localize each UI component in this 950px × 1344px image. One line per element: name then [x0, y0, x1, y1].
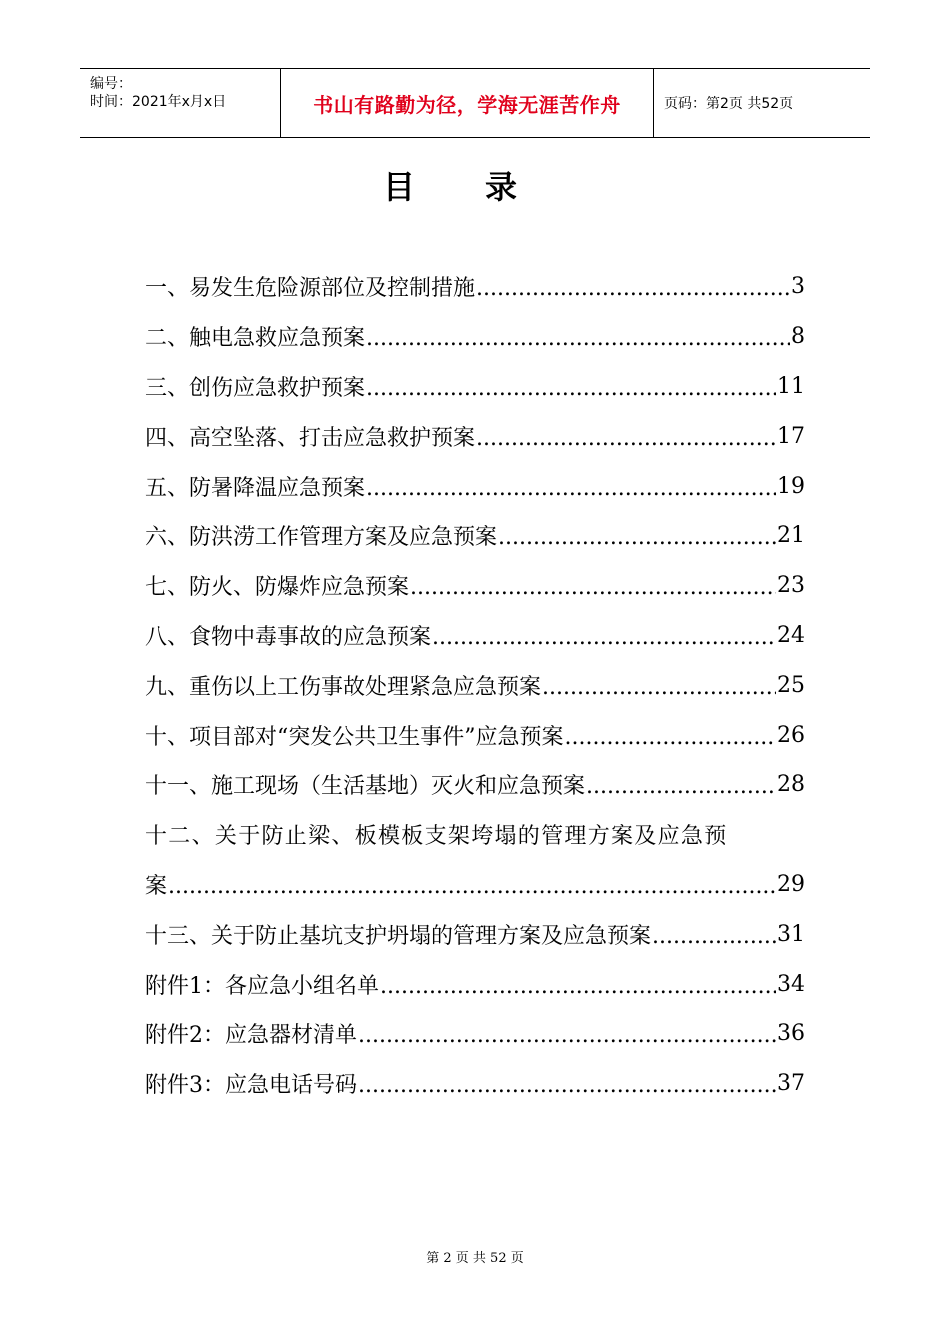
- toc-leader-dots: [652, 924, 776, 949]
- toc-entry-page: 34: [777, 971, 805, 997]
- toc-entry[interactable]: [145, 262, 805, 312]
- toc-entry[interactable]: [145, 561, 805, 611]
- toc-leader-dots: [168, 874, 776, 899]
- toc-leader-dots: [358, 1073, 776, 1098]
- toc-entry[interactable]: [145, 810, 805, 860]
- toc-entry-text: 九、重伤以上工伤事故处理紧急应急预案: [145, 674, 542, 700]
- toc-entry[interactable]: [145, 511, 805, 561]
- table-of-contents: [145, 262, 805, 1109]
- toc-entry-page: 37: [777, 1071, 805, 1097]
- toc-entry-page: 8: [791, 324, 805, 350]
- toc-entry-text: 七、防火、防爆炸应急预案: [145, 575, 410, 601]
- toc-entry-text: 八、食物中毒事故的应急预案: [145, 624, 432, 650]
- toc-leader-dots: [366, 376, 776, 401]
- toc-entry-text: 二、触电急救应急预案: [145, 326, 366, 352]
- toc-leader-dots: [476, 426, 776, 451]
- toc-entry-continuation[interactable]: [145, 860, 805, 910]
- toc-entry-page: 17: [777, 423, 805, 449]
- toc-entry-page: 19: [777, 473, 805, 499]
- toc-entry[interactable]: [145, 710, 805, 760]
- page-footer: 第 2 页 共 52 页: [426, 1251, 524, 1266]
- toc-entry-text: 十二、关于防止梁、板模板支架垮塌的管理方案及应急预: [145, 824, 728, 850]
- toc-entry-text: 十一、施工现场（生活基地）灭火和应急预案: [145, 774, 586, 800]
- toc-leader-dots: [565, 725, 777, 750]
- toc-leader-dots: [498, 525, 776, 550]
- toc-leader-dots: [366, 326, 790, 351]
- toc-entry-page: 31: [777, 921, 805, 947]
- header-meta-cell: [80, 69, 281, 137]
- toc-entry-page: 25: [777, 672, 805, 698]
- toc-entry[interactable]: [145, 611, 805, 661]
- toc-entry[interactable]: [145, 909, 805, 959]
- toc-entry-text: 十、项目部对“突发公共卫生事件”应急预案: [145, 724, 564, 750]
- toc-entry[interactable]: [145, 660, 805, 710]
- toc-entry-page: 11: [777, 373, 805, 399]
- toc-leader-dots: [410, 575, 776, 600]
- document-time-label: 时间：2021年x月x日: [90, 94, 227, 110]
- toc-entry[interactable]: [145, 1059, 805, 1109]
- toc-leader-dots: [366, 476, 776, 501]
- toc-entry[interactable]: [145, 959, 805, 1009]
- toc-entry[interactable]: [145, 1009, 805, 1059]
- toc-entry-text: 附件3：应急电话号码: [145, 1073, 357, 1099]
- toc-entry[interactable]: [145, 411, 805, 461]
- toc-entry[interactable]: [145, 312, 805, 362]
- toc-entry-page: 21: [777, 523, 805, 549]
- toc-leader-dots: [586, 774, 776, 799]
- toc-entry-text: 附件1：各应急小组名单: [145, 973, 379, 999]
- toc-entry-page: 3: [791, 274, 805, 300]
- toc-leader-dots: [432, 625, 776, 650]
- toc-entry-text: 四、高空坠落、打击应急救护预案: [145, 425, 476, 451]
- toc-entry-text: 十三、关于防止基坑支护坍塌的管理方案及应急预案: [145, 923, 652, 949]
- toc-entry-text: 附件2：应急器材清单: [145, 1023, 357, 1049]
- toc-leader-dots: [542, 675, 776, 700]
- toc-entry[interactable]: [145, 461, 805, 511]
- toc-entry-text: 六、防洪涝工作管理方案及应急预案: [145, 525, 498, 551]
- toc-entry-text: 三、创伤应急救护预案: [145, 375, 366, 401]
- page-title: 目录: [382, 168, 587, 206]
- header-motto-cell: [281, 69, 654, 137]
- header-page-info: 页码：第2页 共52页: [664, 96, 794, 112]
- toc-entry-page: 26: [777, 722, 805, 748]
- toc-entry-text: 一、易发生危险源部位及控制措施: [145, 276, 476, 302]
- toc-entry-page: 28: [777, 772, 805, 798]
- page-header: [80, 68, 870, 138]
- toc-entry-page: 36: [777, 1021, 805, 1047]
- toc-entry-text: 案: [145, 873, 168, 899]
- document-number-label: 编号：: [90, 76, 132, 92]
- toc-entry-page: 24: [777, 622, 805, 648]
- toc-leader-dots: [358, 1023, 776, 1048]
- toc-leader-dots: [476, 276, 790, 301]
- header-motto: 书山有路勤为径，学海无涯苦作舟: [313, 92, 621, 117]
- toc-entry-page: 23: [777, 573, 805, 599]
- toc-entry[interactable]: [145, 362, 805, 412]
- toc-entry-page: 29: [777, 871, 805, 897]
- toc-leader-dots: [380, 974, 776, 999]
- toc-entry-text: 五、防暑降温应急预案: [145, 475, 366, 501]
- toc-entry[interactable]: [145, 760, 805, 810]
